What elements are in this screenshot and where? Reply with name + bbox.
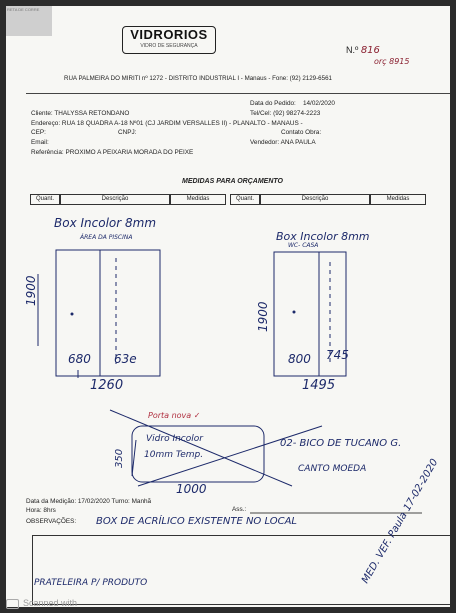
right-box-subtitle: WC- CASA (288, 242, 319, 249)
strike-line-1 (110, 410, 292, 486)
prateleira-note: PRATELEIRA P/ PRODUTO (34, 578, 148, 588)
header-descricao-2: Descrição (260, 194, 370, 205)
pedido-field: Data do Pedido: 14/02/2020 (250, 100, 335, 107)
left-box-width-1: 680 (68, 352, 91, 366)
scanned-with-watermark: Scanned with (0, 598, 160, 613)
ass-field: Ass.: (232, 506, 247, 513)
order-number: 816 (360, 45, 380, 56)
door-box-line-2: 10mm Temp. (144, 450, 204, 460)
cnpj-field: CNPJ: (118, 129, 137, 136)
medicao-field: Data da Medição: 17/02/2020 Turno: Manhã (26, 498, 152, 505)
door-box-line-1: Vidro Incolor (146, 434, 203, 444)
right-box-width-1: 800 (288, 352, 311, 366)
bottom-width: 1000 (176, 482, 207, 496)
bico-note: 02- BICO DE TUCANO G. (280, 438, 402, 449)
right-box-total: 1495 (302, 378, 336, 393)
email-field: Email: (31, 139, 49, 146)
order-number-label: N.º 816 (346, 45, 380, 56)
right-box-title: Box Incolor 8mm (276, 230, 370, 243)
side-height: 350 (114, 448, 125, 468)
referencia-field: Referência: PROXIMO A PEIXARIA MORADA DO PEIXE (31, 149, 194, 156)
vendedor-field: Vendedor: ANA PAULA (250, 139, 316, 146)
right-box-height: 1900 (256, 301, 270, 332)
left-box-height: 1900 (24, 275, 38, 306)
left-box-title: Box Incolor 8mm (54, 216, 157, 230)
header-quant-1: Quant. (30, 194, 60, 205)
header-tab: RETA DE CORRE (6, 6, 52, 36)
telcel-field: Tel/Cel: (92) 98274-2223 (250, 110, 321, 117)
header-medidas-2: Medidas (370, 194, 426, 205)
header-quant-2: Quant. (230, 194, 260, 205)
cep-field: CEP: (31, 129, 46, 136)
side-signature-note: MED. VEF. Paula 17-02-2020 (360, 457, 441, 586)
company-address: RUA PALMEIRA DO MIRITI nº 1272 - DISTRITO INDUSTRIAL I - Manaus - Fone: (92) 2129-6561 (64, 75, 332, 82)
header-medidas-1: Medidas (170, 194, 226, 205)
company-tagline: VIDRO DE SEGURANÇA (140, 43, 198, 49)
observacoes-label: OBSERVAÇÕES: (26, 518, 77, 525)
observacoes-text: BOX DE ACRÍLICO EXISTENTE NO LOCAL (96, 516, 298, 527)
contato-field: Contato Obra: (281, 129, 322, 136)
hora-field: Hora: 8hrs (26, 507, 56, 514)
section-title: MEDIDAS PARA ORÇAMENTO (182, 178, 283, 185)
endereco-field: Endereço: RUA 18 QUADRA A-18 Nº01 (CJ JARDIM VERSALLES II) - PLANALTO - MANAUS - (31, 120, 303, 127)
cliente-field: Cliente: THALYSSA RETONDANO (31, 110, 130, 117)
left-box-width-2: 63e (114, 352, 137, 366)
porta-nova-note: Porta nova ✓ (148, 411, 201, 420)
header-descricao-1: Descrição (60, 194, 170, 205)
scanner-icon (6, 599, 19, 609)
canto-note: CANTO MOEDA (298, 464, 367, 474)
order-form-sheet (6, 6, 450, 607)
left-box-total: 1260 (90, 378, 124, 393)
right-box-width-2: 745 (326, 348, 349, 362)
company-name: VIDRORIOS (130, 27, 208, 42)
orcamento-handwritten: orç 8915 (374, 57, 410, 66)
left-box-subtitle: ÁREA DA PISCINA (80, 234, 133, 241)
